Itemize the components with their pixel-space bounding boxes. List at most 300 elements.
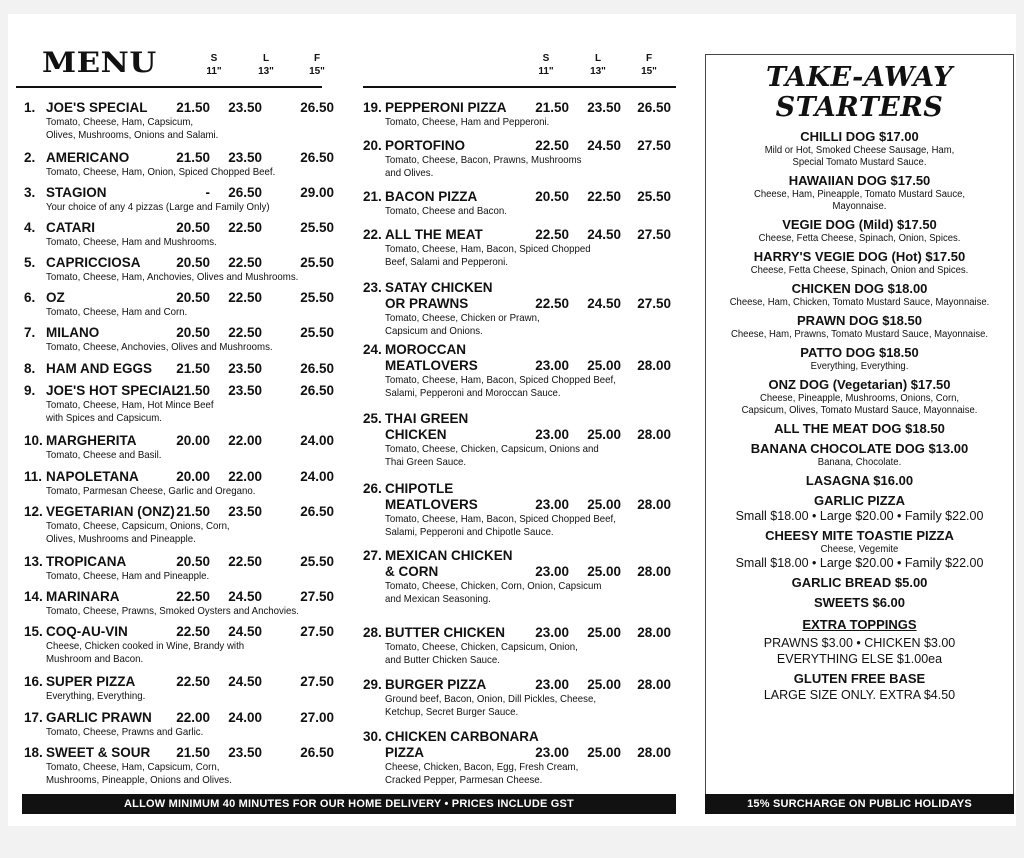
menu-item-line bbox=[24, 624, 334, 640]
item-name: CHIPOTLE bbox=[385, 481, 454, 496]
item-name: BURGER PIZZA bbox=[385, 677, 487, 692]
item-price-family: 27.50 bbox=[637, 227, 671, 242]
item-price-family: 24.00 bbox=[300, 433, 334, 448]
starter-name: VEGIE DOG (Mild) $17.50 bbox=[782, 217, 937, 232]
menu-item-line bbox=[363, 564, 676, 580]
item-number: 26. bbox=[363, 481, 382, 496]
item-price-large: 23.50 bbox=[587, 100, 621, 115]
item-price-large: 22.50 bbox=[228, 290, 262, 305]
item-price-small: 23.00 bbox=[535, 625, 569, 640]
item-name: MARGHERITA bbox=[46, 433, 137, 448]
menu-item bbox=[363, 411, 676, 468]
item-number: 22. bbox=[363, 227, 382, 242]
item-description: Tomato, Cheese, Chicken, Capsicum, Onions and bbox=[385, 443, 599, 455]
item-name: SUPER PIZZA bbox=[46, 674, 136, 689]
starter-item bbox=[706, 441, 1013, 469]
menu-item-line bbox=[24, 554, 334, 570]
item-price-family: 26.50 bbox=[300, 100, 334, 115]
item-price-family: 28.00 bbox=[637, 427, 671, 442]
starter-item bbox=[706, 473, 1013, 489]
starter-description: Cheese, Ham, Chicken, Tomato Mustard Sauce, Mayonnaise. bbox=[729, 297, 990, 308]
item-price-large: 26.50 bbox=[228, 185, 262, 200]
menu-item-line bbox=[363, 227, 676, 243]
size-family-header: F 15" bbox=[309, 53, 325, 77]
menu-item bbox=[24, 383, 334, 424]
menu-item-line bbox=[363, 342, 676, 358]
item-name: COQ-AU-VIN bbox=[46, 624, 128, 639]
menu-item-line bbox=[363, 625, 676, 641]
item-description: Cheese, Chicken, Bacon, Egg, Fresh Cream, bbox=[385, 761, 579, 773]
menu-item bbox=[363, 548, 676, 605]
size-small-header: S 11" bbox=[538, 53, 554, 77]
item-name: GARLIC PRAWN bbox=[46, 710, 152, 725]
size-large-header: L 13" bbox=[590, 53, 606, 77]
item-description: Tomato, Cheese, Prawns and Garlic. bbox=[46, 726, 204, 738]
item-price-family: 28.00 bbox=[637, 677, 671, 692]
item-price-small: 22.50 bbox=[535, 296, 569, 311]
item-description: Tomato, Cheese, Ham and Pineapple. bbox=[46, 570, 210, 582]
item-price-small: 20.50 bbox=[176, 554, 210, 569]
menu-item bbox=[24, 504, 334, 545]
item-description: Tomato, Cheese and Basil. bbox=[46, 449, 162, 461]
menu-item-line bbox=[363, 745, 676, 761]
menu-item bbox=[24, 554, 334, 583]
item-name: MILANO bbox=[46, 325, 100, 340]
item-description: Tomato, Cheese, Ham, Anchovies, Olives and Mushrooms. bbox=[46, 271, 299, 283]
item-price-family: 26.50 bbox=[637, 100, 671, 115]
item-price-family: 26.50 bbox=[300, 150, 334, 165]
item-price-family: 26.50 bbox=[300, 361, 334, 376]
item-price-small: 20.50 bbox=[176, 325, 210, 340]
size-price: Small $18.00 bbox=[735, 509, 809, 523]
starter-name: ALL THE MEAT DOG $18.50 bbox=[774, 421, 945, 436]
starter-name: CHEESY MITE TOASTIE PIZZA bbox=[765, 528, 954, 543]
item-description: Tomato, Cheese, Ham, Onion, Spiced Chopped Beef. bbox=[46, 166, 276, 178]
item-description: Tomato, Cheese and Bacon. bbox=[385, 205, 507, 217]
item-price-small: 20.50 bbox=[535, 189, 569, 204]
item-name: AMERICANO bbox=[46, 150, 130, 165]
item-name: BUTTER CHICKEN bbox=[385, 625, 505, 640]
item-description: Everything, Everything. bbox=[46, 690, 146, 702]
size-large-header: L 13" bbox=[258, 53, 274, 77]
item-price-large: 24.50 bbox=[228, 624, 262, 639]
item-description: with Spices and Capsicum. bbox=[46, 411, 162, 424]
item-description: Salami, Pepperoni and Chipotle Sauce. bbox=[385, 525, 554, 538]
starter-item bbox=[706, 575, 1013, 591]
extra-toppings-line: EVERYTHING ELSE $1.00ea bbox=[776, 652, 943, 666]
menu-item bbox=[24, 710, 334, 739]
item-price-family: 25.50 bbox=[300, 325, 334, 340]
item-price-family: 28.00 bbox=[637, 745, 671, 760]
item-name: VEGETARIAN (ONZ) bbox=[46, 504, 175, 519]
item-description: Salami, Pepperoni and Moroccan Sauce. bbox=[385, 386, 561, 399]
menu-item-line bbox=[24, 290, 334, 306]
menu-item bbox=[363, 100, 676, 129]
item-name: CAPRICCIOSA bbox=[46, 255, 141, 270]
item-name-continued: OR PRAWNS bbox=[385, 296, 469, 311]
menu-item bbox=[24, 469, 334, 498]
starter-item bbox=[706, 595, 1013, 611]
menu-item-line bbox=[363, 280, 676, 296]
item-description: and Butter Chicken Sauce. bbox=[385, 653, 500, 666]
menu-item-line bbox=[24, 220, 334, 236]
menu-item-line bbox=[363, 497, 676, 513]
starter-name: LASAGNA $16.00 bbox=[805, 473, 914, 488]
gluten-free-title: GLUTEN FREE BASE bbox=[793, 671, 926, 686]
item-number: 3. bbox=[24, 185, 36, 200]
menu-item-line bbox=[363, 411, 676, 427]
starter-description: Everything, Everything. bbox=[810, 361, 909, 372]
item-number: 29. bbox=[363, 677, 382, 692]
item-price-small: - bbox=[205, 185, 210, 200]
item-number: 27. bbox=[363, 548, 382, 563]
item-price-large: 25.00 bbox=[587, 358, 621, 373]
menu-item-line bbox=[363, 358, 676, 374]
item-number: 25. bbox=[363, 411, 382, 426]
extra-toppings bbox=[706, 617, 1013, 667]
menu-header-right bbox=[363, 44, 676, 88]
item-description: Tomato, Cheese, Ham and Corn. bbox=[46, 306, 188, 318]
item-name: CATARI bbox=[46, 220, 95, 235]
menu-item bbox=[363, 481, 676, 538]
item-price-family: 27.50 bbox=[300, 674, 334, 689]
item-price-small: 22.50 bbox=[176, 674, 210, 689]
item-price-large: 22.00 bbox=[228, 469, 262, 484]
item-number: 11. bbox=[24, 469, 43, 484]
item-price-large: 25.00 bbox=[587, 625, 621, 640]
menu-item-line bbox=[24, 433, 334, 449]
item-number: 16. bbox=[24, 674, 43, 689]
item-price-small: 23.00 bbox=[535, 745, 569, 760]
starter-description: Special Tomato Mustard Sauce. bbox=[792, 157, 927, 168]
item-description: Olives, Mushrooms and Pineapple. bbox=[46, 532, 196, 545]
item-name: BACON PIZZA bbox=[385, 189, 478, 204]
item-price-large: 23.50 bbox=[228, 383, 262, 398]
item-description: Olives, Mushrooms, Onions and Salami. bbox=[46, 128, 219, 141]
item-description: Tomato, Cheese, Chicken, Capsicum, Onion, bbox=[385, 641, 578, 653]
starter-item bbox=[706, 217, 1013, 245]
menu-item bbox=[363, 189, 676, 218]
menu-item bbox=[24, 325, 334, 354]
menu-item-line bbox=[363, 677, 676, 693]
menu-item-line bbox=[363, 548, 676, 564]
item-price-family: 25.50 bbox=[300, 290, 334, 305]
takeaway-starters-box bbox=[705, 54, 1014, 798]
item-price-small: 21.50 bbox=[176, 150, 210, 165]
menu-item bbox=[24, 589, 334, 618]
item-description: Tomato, Cheese, Capsicum, Onions, Corn, bbox=[46, 520, 230, 532]
item-number: 15. bbox=[24, 624, 43, 639]
item-price-small: 21.50 bbox=[176, 361, 210, 376]
item-number: 23. bbox=[363, 280, 382, 295]
menu-item-line bbox=[24, 100, 334, 116]
menu-item bbox=[24, 361, 334, 377]
starter-item bbox=[706, 173, 1013, 213]
item-description: Ketchup, Secret Burger Sauce. bbox=[385, 705, 519, 718]
item-price-large: 24.50 bbox=[228, 674, 262, 689]
item-price-family: 28.00 bbox=[637, 625, 671, 640]
starter-name: CHILLI DOG $17.00 bbox=[800, 129, 919, 144]
item-price-family: 29.00 bbox=[300, 185, 334, 200]
item-name: HAM AND EGGS bbox=[46, 361, 153, 376]
item-name: JOE'S HOT SPECIAL bbox=[46, 383, 180, 398]
item-description: Mushrooms, Pineapple, Onions and Olives. bbox=[46, 773, 232, 786]
item-price-large: 24.00 bbox=[228, 710, 262, 725]
item-description: Tomato, Cheese, Ham, Capsicum, Corn, bbox=[46, 761, 220, 773]
item-price-small: 21.50 bbox=[176, 504, 210, 519]
menu-item-line bbox=[24, 150, 334, 166]
item-price-small: 20.50 bbox=[176, 220, 210, 235]
item-number: 20. bbox=[363, 138, 382, 153]
item-name-continued: CHICKEN bbox=[385, 427, 447, 442]
item-price-large: 23.50 bbox=[228, 100, 262, 115]
starter-name: HARRY'S VEGIE DOG (Hot) $17.50 bbox=[753, 249, 966, 264]
menu-item-line bbox=[24, 185, 334, 201]
starter-name: BANANA CHOCOLATE DOG $13.00 bbox=[750, 441, 969, 456]
item-price-family: 27.50 bbox=[637, 296, 671, 311]
starter-name: HAWAIIAN DOG $17.50 bbox=[788, 173, 931, 188]
item-price-family: 25.50 bbox=[300, 255, 334, 270]
item-price-family: 27.50 bbox=[300, 624, 334, 639]
starter-description: Cheese, Fetta Cheese, Spinach, Onion and Spices. bbox=[750, 265, 969, 276]
item-description: and Olives. bbox=[385, 166, 434, 179]
item-price-family: 24.00 bbox=[300, 469, 334, 484]
item-description: Tomato, Cheese, Ham, Bacon, Spiced Chopped Beef, bbox=[385, 513, 616, 525]
starter-description: Cheese, Ham, Prawns, Tomato Mustard Sauce, Mayonnaise. bbox=[731, 329, 988, 340]
item-price-small: 22.50 bbox=[535, 227, 569, 242]
starter-description: Mild or Hot, Smoked Cheese Sausage, Ham, bbox=[764, 145, 955, 156]
item-price-small: 23.00 bbox=[535, 497, 569, 512]
menu-item bbox=[363, 729, 676, 786]
extra-toppings-title: EXTRA TOPPINGS bbox=[802, 617, 917, 632]
item-description: and Mexican Seasoning. bbox=[385, 592, 491, 605]
menu-item-line bbox=[24, 710, 334, 726]
item-name: PORTOFINO bbox=[385, 138, 466, 153]
menu-item-line bbox=[363, 296, 676, 312]
item-price-large: 22.50 bbox=[228, 220, 262, 235]
surcharge-notice-bar: 15% SURCHARGE ON PUBLIC HOLIDAYS bbox=[705, 794, 1014, 814]
starter-description: Capsicum, Olives, Tomato Mustard Sauce, Mayonnaise. bbox=[741, 405, 978, 416]
item-number: 21. bbox=[363, 189, 382, 204]
item-price-small: 22.50 bbox=[176, 589, 210, 604]
item-description: Cracked Pepper, Parmesan Cheese. bbox=[385, 773, 543, 786]
item-description: Tomato, Cheese, Anchovies, Olives and Mushrooms. bbox=[46, 341, 273, 353]
item-number: 2. bbox=[24, 150, 36, 165]
takeaway-title: TAKE-AWAY STARTERS bbox=[766, 62, 953, 123]
item-price-family: 25.50 bbox=[300, 554, 334, 569]
item-price-small: 20.50 bbox=[176, 255, 210, 270]
menu-item bbox=[24, 255, 334, 284]
item-number: 7. bbox=[24, 325, 36, 340]
menu-item bbox=[24, 290, 334, 319]
item-price-small: 22.50 bbox=[535, 138, 569, 153]
item-description: Tomato, Cheese, Ham, Capsicum, bbox=[46, 116, 194, 128]
starter-description: Cheese, Pineapple, Mushrooms, Onions, Corn, bbox=[759, 393, 960, 404]
item-price-small: 20.00 bbox=[176, 469, 210, 484]
item-name: THAI GREEN bbox=[385, 411, 469, 426]
starter-item bbox=[706, 493, 1013, 524]
menu-item-line bbox=[363, 481, 676, 497]
menu-item-line bbox=[24, 469, 334, 485]
item-price-large: 25.00 bbox=[587, 497, 621, 512]
separator-dot: • bbox=[808, 509, 820, 523]
item-name: JOE'S SPECIAL bbox=[46, 100, 148, 115]
starter-description: Cheese, Vegemite bbox=[820, 544, 899, 555]
menu-item-line bbox=[24, 589, 334, 605]
item-price-large: 24.50 bbox=[587, 138, 621, 153]
item-price-small: 23.00 bbox=[535, 427, 569, 442]
item-price-small: 21.50 bbox=[176, 100, 210, 115]
menu-page bbox=[8, 14, 1016, 826]
starter-name: ONZ DOG (Vegetarian) $17.50 bbox=[768, 377, 951, 392]
menu-item bbox=[363, 138, 676, 179]
menu-item bbox=[363, 677, 676, 718]
item-price-small: 23.00 bbox=[535, 677, 569, 692]
starter-description: Banana, Chocolate. bbox=[817, 457, 902, 468]
menu-item bbox=[24, 674, 334, 703]
item-price-family: 25.50 bbox=[637, 189, 671, 204]
item-name-continued: & CORN bbox=[385, 564, 439, 579]
menu-item-line bbox=[363, 138, 676, 154]
item-name-continued: MEATLOVERS bbox=[385, 358, 478, 373]
item-price-large: 25.00 bbox=[587, 745, 621, 760]
item-description: Tomato, Cheese, Chicken, Corn, Onion, Capsicum bbox=[385, 580, 602, 592]
item-description: Tomato, Cheese, Prawns, Smoked Oysters and Anchovies. bbox=[46, 605, 299, 617]
item-number: 14. bbox=[24, 589, 43, 604]
starter-item bbox=[706, 528, 1013, 571]
item-price-family: 27.50 bbox=[300, 589, 334, 604]
separator-dot: • bbox=[808, 556, 820, 570]
item-price-small: 21.50 bbox=[535, 100, 569, 115]
item-number: 12. bbox=[24, 504, 43, 519]
item-price-large: 22.50 bbox=[228, 255, 262, 270]
menu-item bbox=[24, 100, 334, 141]
item-price-large: 23.50 bbox=[228, 150, 262, 165]
item-price-small: 22.50 bbox=[176, 624, 210, 639]
item-description: Your choice of any 4 pizzas (Large and Family Only) bbox=[46, 201, 270, 213]
starter-item bbox=[706, 421, 1013, 437]
item-price-large: 23.50 bbox=[228, 504, 262, 519]
starter-size-prices bbox=[706, 556, 1013, 571]
item-description: Tomato, Cheese, Ham, Hot Mince Beef bbox=[46, 399, 214, 411]
item-price-family: 28.00 bbox=[637, 497, 671, 512]
item-number: 1. bbox=[24, 100, 36, 115]
item-name: NAPOLETANA bbox=[46, 469, 139, 484]
gluten-free-base bbox=[706, 671, 1013, 703]
item-price-small: 20.00 bbox=[176, 433, 210, 448]
menu-item-line bbox=[24, 325, 334, 341]
item-description: Ground beef, Bacon, Onion, Dill Pickles, Cheese, bbox=[385, 693, 597, 705]
starter-name: GARLIC PIZZA bbox=[814, 493, 905, 508]
item-number: 28. bbox=[363, 625, 382, 640]
menu-item bbox=[24, 150, 334, 179]
item-description: Tomato, Cheese, Bacon, Prawns, Mushrooms bbox=[385, 154, 582, 166]
size-price: Small $18.00 bbox=[735, 556, 809, 570]
item-price-large: 25.00 bbox=[587, 677, 621, 692]
item-name: OZ bbox=[46, 290, 65, 305]
menu-item bbox=[24, 433, 334, 462]
menu-header-left bbox=[16, 44, 325, 88]
item-price-family: 25.50 bbox=[300, 220, 334, 235]
separator-dot: • bbox=[893, 509, 905, 523]
starter-description: Cheese, Ham, Pineapple, Tomato Mustard Sauce, bbox=[753, 189, 966, 200]
menu-item-line bbox=[24, 745, 334, 761]
item-number: 10. bbox=[24, 433, 43, 448]
item-price-large: 22.50 bbox=[228, 554, 262, 569]
menu-item bbox=[363, 342, 676, 399]
item-price-large: 25.00 bbox=[587, 427, 621, 442]
item-description: Thai Green Sauce. bbox=[385, 455, 467, 468]
menu-item bbox=[24, 220, 334, 249]
starter-item bbox=[706, 377, 1013, 417]
item-description: Tomato, Cheese, Ham, Bacon, Spiced Chopped bbox=[385, 243, 591, 255]
item-price-small: 20.50 bbox=[176, 290, 210, 305]
item-number: 30. bbox=[363, 729, 382, 744]
item-price-large: 22.50 bbox=[228, 325, 262, 340]
item-price-family: 26.50 bbox=[300, 383, 334, 398]
item-name-continued: MEATLOVERS bbox=[385, 497, 478, 512]
item-price-family: 26.50 bbox=[300, 504, 334, 519]
item-name: SATAY CHICKEN bbox=[385, 280, 493, 295]
size-small-header: S 11" bbox=[206, 53, 222, 77]
size-price: Family $22.00 bbox=[904, 556, 984, 570]
item-name: SWEET & SOUR bbox=[46, 745, 151, 760]
menu-item-line bbox=[363, 729, 676, 745]
item-description: Tomato, Cheese, Ham and Mushrooms. bbox=[46, 236, 217, 248]
starter-name: GARLIC BREAD $5.00 bbox=[791, 575, 928, 590]
item-name: TROPICANA bbox=[46, 554, 127, 569]
starter-name: CHICKEN DOG $18.00 bbox=[791, 281, 928, 296]
starter-item bbox=[706, 345, 1013, 373]
item-name: CHICKEN CARBONARA bbox=[385, 729, 539, 744]
menu-item bbox=[363, 227, 676, 268]
item-name: MARINARA bbox=[46, 589, 120, 604]
item-price-large: 24.50 bbox=[587, 296, 621, 311]
menu-item-line bbox=[24, 383, 334, 399]
item-price-small: 21.50 bbox=[176, 383, 210, 398]
menu-item bbox=[24, 745, 334, 786]
delivery-notice-bar: ALLOW MINIMUM 40 MINUTES FOR OUR HOME DELIVERY • PRICES INCLUDE GST bbox=[22, 794, 676, 814]
item-price-large: 24.50 bbox=[587, 227, 621, 242]
starter-item bbox=[706, 249, 1013, 277]
menu-item bbox=[363, 625, 676, 666]
starter-size-prices bbox=[706, 509, 1013, 524]
item-number: 9. bbox=[24, 383, 36, 398]
item-price-large: 24.50 bbox=[228, 589, 262, 604]
menu-item-line bbox=[24, 361, 334, 377]
item-name: MOROCCAN bbox=[385, 342, 466, 357]
item-name: MEXICAN CHICKEN bbox=[385, 548, 513, 563]
item-name: STAGION bbox=[46, 185, 107, 200]
item-price-small: 21.50 bbox=[176, 745, 210, 760]
item-number: 5. bbox=[24, 255, 36, 270]
item-number: 24. bbox=[363, 342, 382, 357]
item-description: Mushroom and Bacon. bbox=[46, 652, 144, 665]
menu-item-line bbox=[24, 255, 334, 271]
item-name-continued: PIZZA bbox=[385, 745, 424, 760]
item-price-large: 22.50 bbox=[587, 189, 621, 204]
size-price: Large $20.00 bbox=[819, 556, 894, 570]
size-price: Large $20.00 bbox=[819, 509, 894, 523]
gluten-free-line: LARGE SIZE ONLY. EXTRA $4.50 bbox=[763, 688, 956, 702]
item-price-small: 23.00 bbox=[535, 564, 569, 579]
starter-description: Cheese, Fetta Cheese, Spinach, Onion, Spices. bbox=[758, 233, 961, 244]
item-description: Capsicum and Onions. bbox=[385, 324, 483, 337]
menu-item-line bbox=[363, 189, 676, 205]
menu-item-line bbox=[24, 504, 334, 520]
starter-item bbox=[706, 129, 1013, 169]
item-description: Tomato, Parmesan Cheese, Garlic and Oregano. bbox=[46, 485, 256, 497]
